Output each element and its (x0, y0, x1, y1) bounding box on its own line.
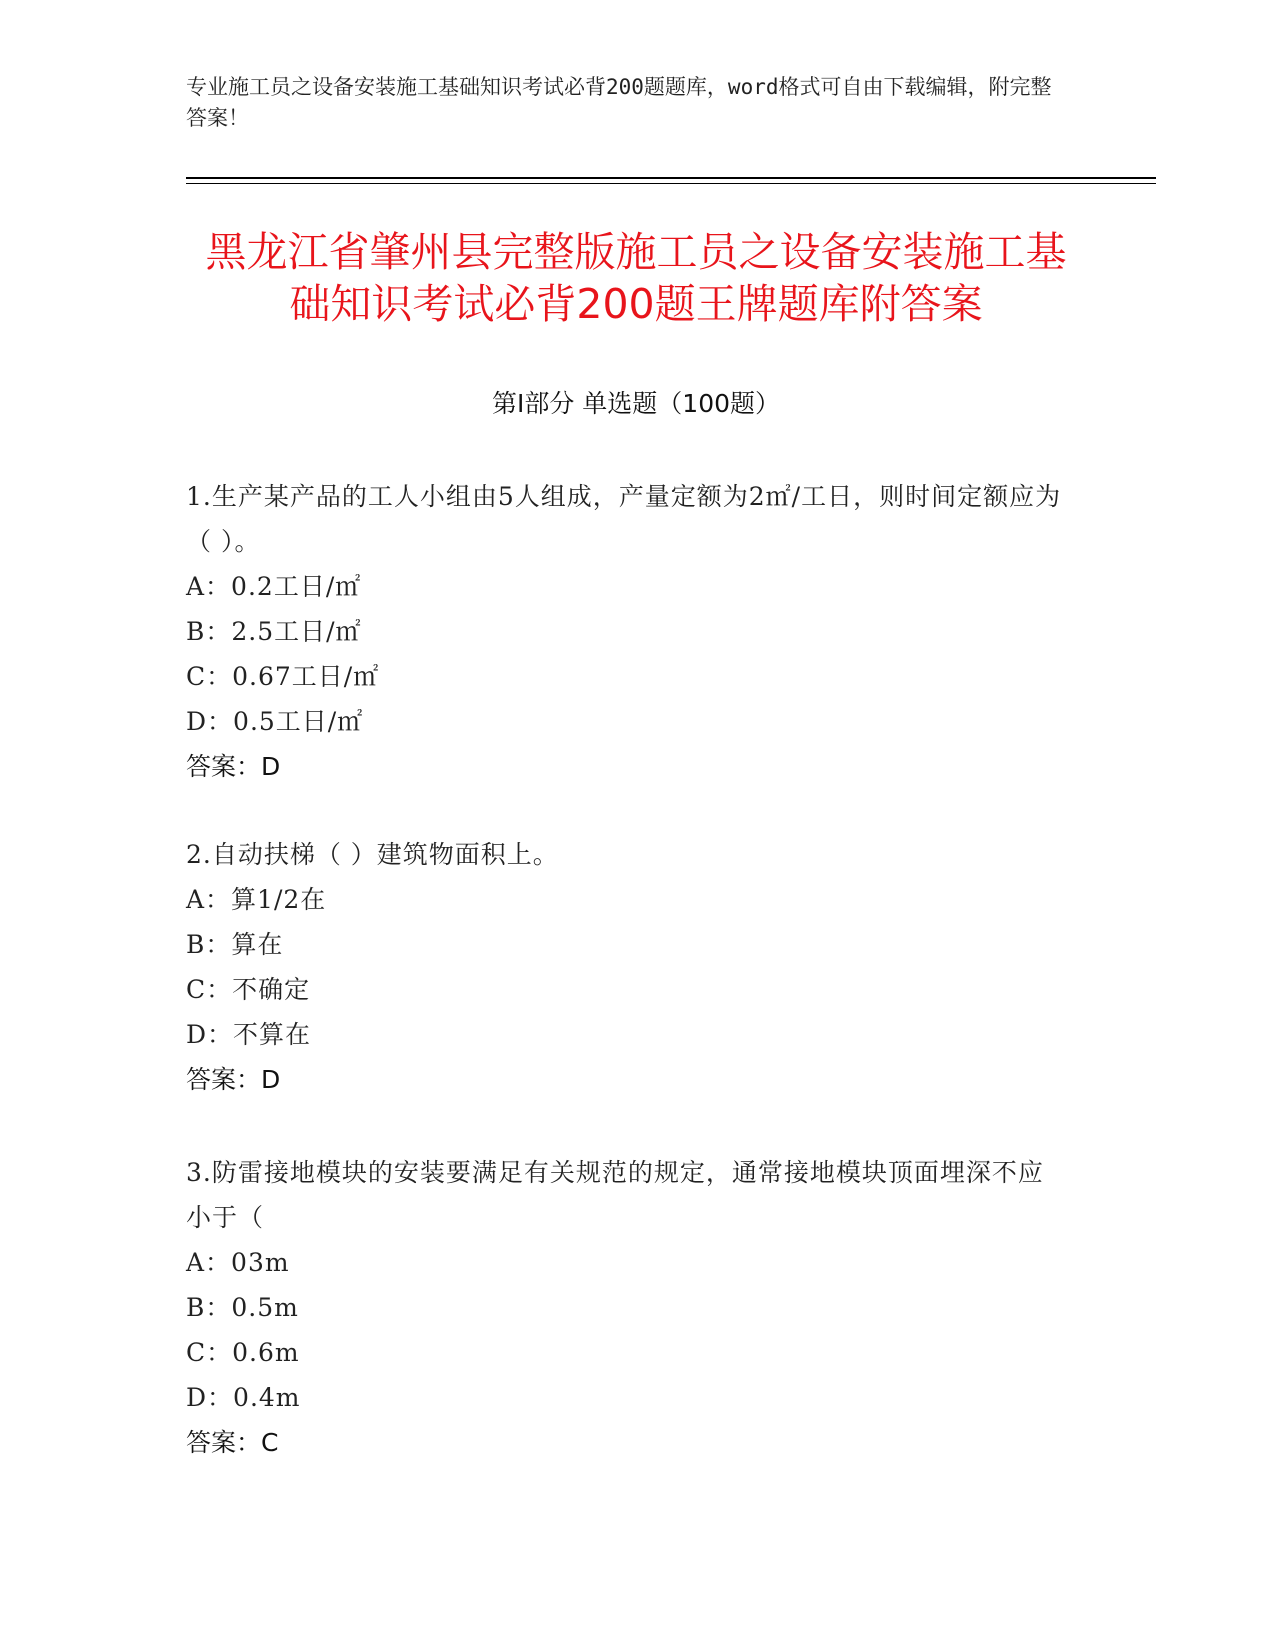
section-title: 第I部分 单选题（100题） (491, 389, 781, 418)
question-option: A：03m (186, 1248, 290, 1277)
intro-text: 专业施工员之设备安装施工基础知识考试必背200题题库，word格式可自由下载编辑，附完整答案！ (186, 75, 1052, 130)
question-stem: 2.自动扶梯（ ）建筑物面积上。 (186, 840, 559, 869)
question-stem: 1.生产某产品的工人小组由5人组成，产量定额为2㎡/工日，则时间定额应为（ ）。 (186, 482, 1062, 556)
question-item (186, 474, 1066, 789)
question-item (186, 832, 1066, 1102)
question-item (186, 1150, 1066, 1465)
header-divider-thick (186, 177, 1156, 179)
question-option: D：0.4m (186, 1383, 301, 1412)
question-option: D：0.5工日/㎡ (186, 707, 364, 736)
question-answer: 答案：D (186, 752, 281, 781)
question-answer: 答案：D (186, 1065, 281, 1094)
question-option: C：0.67工日/㎡ (186, 662, 380, 691)
question-option: B：算在 (186, 930, 284, 959)
question-option: A：算1/2在 (186, 885, 327, 914)
question-answer: 答案：C (186, 1428, 279, 1457)
question-option: D：不算在 (186, 1020, 312, 1049)
question-option: C：0.6m (186, 1338, 300, 1367)
question-option: B：2.5工日/㎡ (186, 617, 362, 646)
document-title: 黑龙江省肇州县完整版施工员之设备安装施工基础知识考试必背200题王牌题库附答案 (205, 228, 1067, 328)
header-divider-thin (186, 183, 1156, 184)
question-option: B：0.5m (186, 1293, 299, 1322)
question-option: A：0.2工日/㎡ (186, 572, 362, 601)
question-option: C：不确定 (186, 975, 311, 1004)
question-stem: 3.防雷接地模块的安装要满足有关规范的规定，通常接地模块顶面埋深不应小于（ (186, 1158, 1044, 1232)
